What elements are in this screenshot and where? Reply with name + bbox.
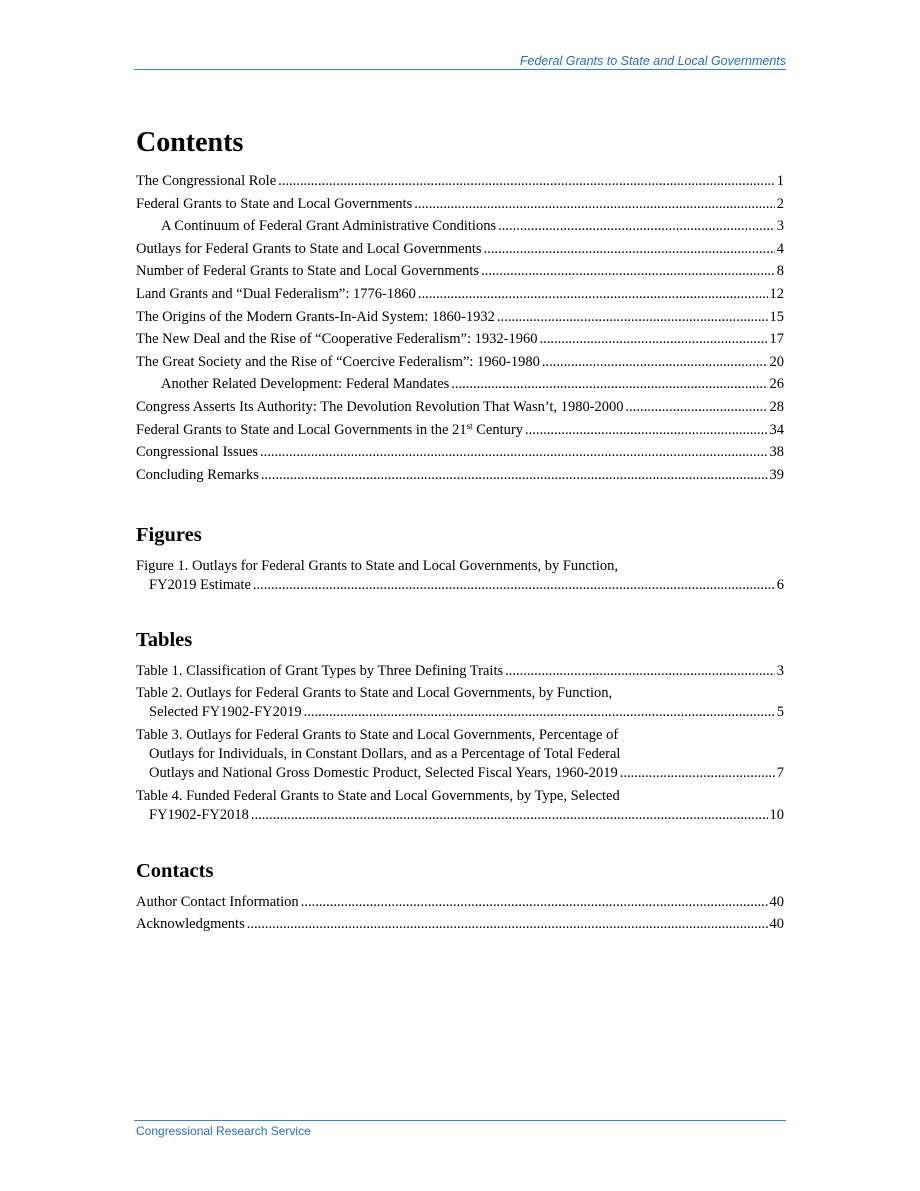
contact-entry[interactable]: Author Contact Information ..... 40 <box>136 893 784 912</box>
table-entry[interactable]: Table 1. Classification of Grant Types by Three Defining Traits ..... 3 <box>136 662 784 681</box>
figures-heading: Figures <box>136 523 202 546</box>
toc-entry[interactable]: Another Related Development: Federal Mandates ..... 26 <box>136 375 784 394</box>
table-entry[interactable]: Table 3. Outlays for Federal Grants to State and Local Governments, Percentage of Outlays for Individuals, in Constant Dollars, and as a Percentage of Total Federal Outlays and National Gross Domestic Product, Selected Fiscal Years, 1960-2019 ..... 7 <box>136 726 784 783</box>
page-number: 40 <box>769 893 784 910</box>
footer-org-name: Congressional Research Service <box>136 1124 311 1138</box>
page-number: 1 <box>776 173 784 189</box>
page-number: 34 <box>769 421 784 438</box>
toc-entry[interactable]: Federal Grants to State and Local Governments ..... 2 <box>136 195 784 214</box>
contacts-list <box>136 893 784 935</box>
table-entry[interactable]: Table 2. Outlays for Federal Grants to State and Local Governments, by Function, Selected FY1902-FY2019 ..... 5 <box>136 684 784 722</box>
toc-entry[interactable]: Number of Federal Grants to State and Local Governments ..... 8 <box>136 262 784 281</box>
figure-entry[interactable]: Figure 1. Outlays for Federal Grants to State and Local Governments, by Function, FY2019 Estimate ..... 6 <box>136 557 784 595</box>
contact-entry[interactable]: Acknowledgments ..... 40 <box>136 915 784 934</box>
toc-entry[interactable]: The Great Society and the Rise of “Coercive Federalism”: 1960-1980 ..... 20 <box>136 353 784 372</box>
page-footer <box>134 1120 786 1139</box>
page-number: 10 <box>769 806 784 823</box>
page-number: 12 <box>769 285 784 302</box>
page-number: 3 <box>776 218 784 235</box>
running-header <box>134 54 786 70</box>
table-of-contents <box>136 124 784 938</box>
figures-list <box>136 557 784 595</box>
toc-entry[interactable]: The New Deal and the Rise of “Cooperative Federalism”: 1932-1960 ..... 17 <box>136 330 784 349</box>
page-number: 3 <box>776 662 784 679</box>
page-number: 7 <box>776 764 784 781</box>
tables-list <box>136 662 784 825</box>
toc-entry[interactable]: Concluding Remarks ..... 39 <box>136 466 784 485</box>
page-number: 6 <box>776 576 784 593</box>
page-number: 15 <box>769 308 784 325</box>
page-number: 17 <box>769 331 784 348</box>
page-number: 4 <box>776 240 784 257</box>
contents-list <box>136 172 784 485</box>
page-number: 2 <box>776 195 784 212</box>
contacts-heading: Contacts <box>136 859 214 882</box>
page-number: 20 <box>769 353 784 370</box>
toc-entry[interactable]: Outlays for Federal Grants to State and Local Governments ..... 4 <box>136 240 784 259</box>
page-number: 39 <box>769 466 784 483</box>
toc-entry[interactable]: The Congressional Role ..... 1 <box>136 172 784 191</box>
page-number: 5 <box>776 704 784 721</box>
running-header-title: Federal Grants to State and Local Governments <box>519 54 786 68</box>
toc-entry[interactable]: Congressional Issues ..... 38 <box>136 443 784 462</box>
tables-heading: Tables <box>136 628 193 651</box>
toc-entry[interactable]: Federal Grants to State and Local Governments in the 21st Century ..... 34 <box>136 421 784 440</box>
toc-entry[interactable]: A Continuum of Federal Grant Administrative Conditions ..... 3 <box>136 217 784 236</box>
page-number: 38 <box>769 444 784 461</box>
page-number: 40 <box>769 916 784 933</box>
table-entry[interactable]: Table 4. Funded Federal Grants to State and Local Governments, by Type, Selected FY1902-FY2018 ..... 10 <box>136 787 784 825</box>
toc-entry[interactable]: The Origins of the Modern Grants-In-Aid System: 1860-1932 ..... 15 <box>136 308 784 327</box>
toc-entry[interactable]: Land Grants and “Dual Federalism”: 1776-1860 ..... 12 <box>136 285 784 304</box>
toc-entry[interactable]: Congress Asserts Its Authority: The Devolution Revolution That Wasn’t, 1980-2000 ..... 28 <box>136 398 784 417</box>
contents-heading: Contents <box>136 127 244 158</box>
page-number: 28 <box>769 398 784 415</box>
page-number: 26 <box>769 376 784 393</box>
page-number: 8 <box>776 263 784 280</box>
